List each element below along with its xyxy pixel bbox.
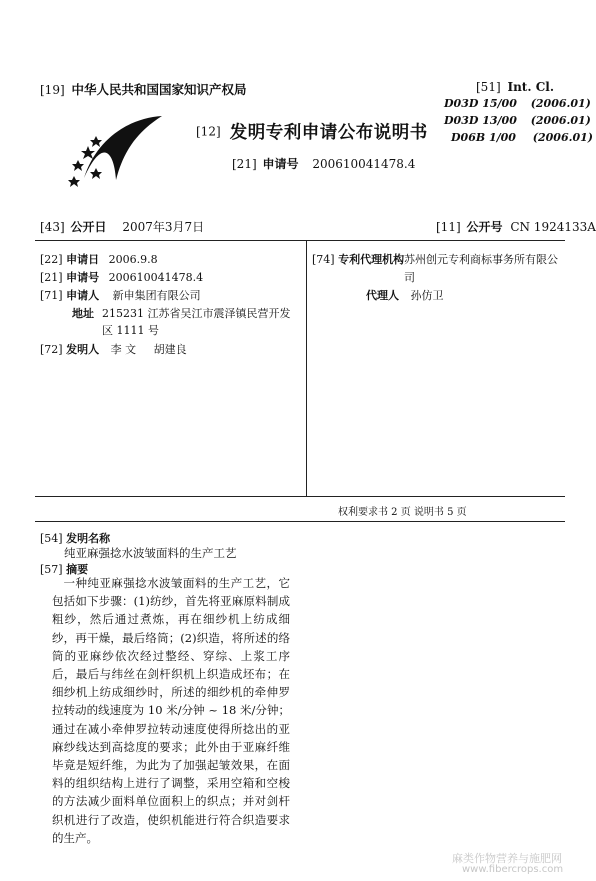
watermark-line-1: 麻类作物营养与施肥网	[452, 852, 562, 865]
pages-note: 权利要求书 2 页 说明书 5 页	[338, 507, 467, 518]
intcl-row	[451, 131, 593, 144]
abstract-label: 摘要	[66, 563, 89, 576]
appno-value: 200610041478.4	[312, 157, 416, 171]
pubdate-line	[40, 218, 204, 235]
doc-title: 发明专利申请公布说明书	[229, 123, 428, 143]
appno-code: [21]	[232, 157, 257, 171]
rule-top	[35, 240, 565, 241]
applicant-value: 新申集团有限公司	[112, 289, 201, 302]
address-line-2: 区 1111 号	[102, 324, 159, 337]
applicant-code: [71]	[40, 289, 63, 302]
star-icon	[72, 160, 84, 171]
app-label: 申请号	[66, 271, 100, 284]
office-name: 中华人民共和国国家知识产权局	[71, 82, 247, 97]
rule-lower	[35, 521, 565, 522]
pubno-label: 公开号	[466, 220, 503, 234]
title-label: 发明名称	[66, 532, 111, 545]
pubdate-code: [43]	[40, 220, 65, 234]
filing-value: 2006.9.8	[108, 253, 158, 266]
applicant-label: 申请人	[66, 289, 100, 302]
pubdate-value: 2007年3月7日	[122, 220, 205, 234]
intcl-class: D03D 15/00	[444, 97, 517, 110]
inventor-label: 发明人	[66, 343, 100, 356]
intcl-label: Int. Cl.	[507, 80, 554, 94]
appno-line	[232, 155, 415, 172]
filing-label: 申请日	[66, 253, 100, 266]
abstract-code: [57]	[40, 563, 63, 576]
inventor-2: 胡建良	[153, 343, 187, 356]
watermark-line-2: www.fibercrops.com	[462, 864, 564, 875]
inventor-code: [72]	[40, 343, 63, 356]
app-number-row	[40, 269, 203, 285]
doc-title-line	[196, 119, 428, 144]
star-icon	[90, 136, 102, 147]
inventor-1: 李 文	[110, 343, 137, 356]
title-section-header	[40, 530, 110, 546]
agency-code: [74]	[312, 253, 335, 266]
intcl-date: (2006.01)	[530, 97, 591, 110]
filing-code: [22]	[40, 253, 63, 266]
doc-code: [12]	[196, 124, 221, 139]
intcl-header	[476, 80, 554, 94]
app-value: 200610041478.4	[108, 271, 204, 284]
appno-label: 申请号	[262, 157, 299, 171]
intcl-date: (2006.01)	[532, 131, 593, 144]
intcl-row	[444, 114, 591, 127]
rule-column-divider	[306, 240, 307, 496]
pubno-line	[436, 218, 596, 235]
pubno-value: CN 1924133A	[510, 220, 596, 234]
invention-title: 纯亚麻强捻水波皱面料的生产工艺	[64, 546, 237, 560]
address-line-1: 215231 江苏省吴江市震泽镇民营开发	[102, 307, 291, 320]
office-line	[40, 80, 246, 98]
app-code: [21]	[40, 271, 63, 284]
pubno-code: [11]	[436, 220, 461, 234]
sipo-emblem	[66, 110, 166, 192]
abstract-text: 一种纯亚麻强捻水波皱面料的生产工艺，它包括如下步骤：(1)纺纱，首先将亚麻原料制成粗纱，然后通过煮炼，再在细纱机上纺成细纱，再干燥，最后络筒；(2)织造，将所述的络筒的亚麻纱依次经过整经、穿综、上浆工序后，最后与纬丝在剑杆织机上织造成坯布；在细纱机上纺成细纱时，所述的细纱机的牵伸罗拉转动的线速度为 10 米/分钟 ~ 18 米/分钟；通过在减小牵伸罗拉转动速度使得所捻出的亚麻纱线达到高捻度的要求；此外由于亚麻纤维毕竟是短纤维，为此为了加强起皱效果，在面料的组织结构上进行了调整，采用空箱和空梭的方法减少面料单位面积上的织点；并对剑杆织机进行了改造，使织机能进行符合织造要求的生产。	[52, 576, 290, 845]
agency-row	[312, 251, 404, 267]
applicant-row	[40, 287, 201, 303]
office-code: [19]	[40, 83, 65, 97]
intcl-date: (2006.01)	[530, 114, 591, 127]
address-row	[72, 305, 94, 321]
intcl-code: [51]	[476, 80, 501, 94]
intcl-row	[444, 97, 591, 110]
address-label: 地址	[72, 307, 94, 320]
agent-label: 代理人	[366, 289, 399, 302]
agent-row	[366, 287, 444, 303]
agency-label: 专利代理机构	[338, 253, 405, 266]
inventor-row	[40, 341, 187, 357]
star-icon	[81, 146, 95, 159]
intcl-class: D03D 13/00	[444, 114, 517, 127]
agency-line-2: 司	[404, 271, 415, 284]
rule-mid	[35, 496, 565, 497]
pubdate-label: 公开日	[70, 220, 107, 234]
star-icon	[68, 176, 80, 187]
agency-line-1: 苏州创元专利商标事务所有限公	[404, 253, 558, 266]
filing-date-row	[40, 251, 158, 267]
agent-value: 孙仿卫	[410, 289, 444, 302]
intcl-class: D06B 1/00	[451, 131, 516, 144]
star-icon	[90, 168, 102, 179]
title-code: [54]	[40, 532, 63, 545]
